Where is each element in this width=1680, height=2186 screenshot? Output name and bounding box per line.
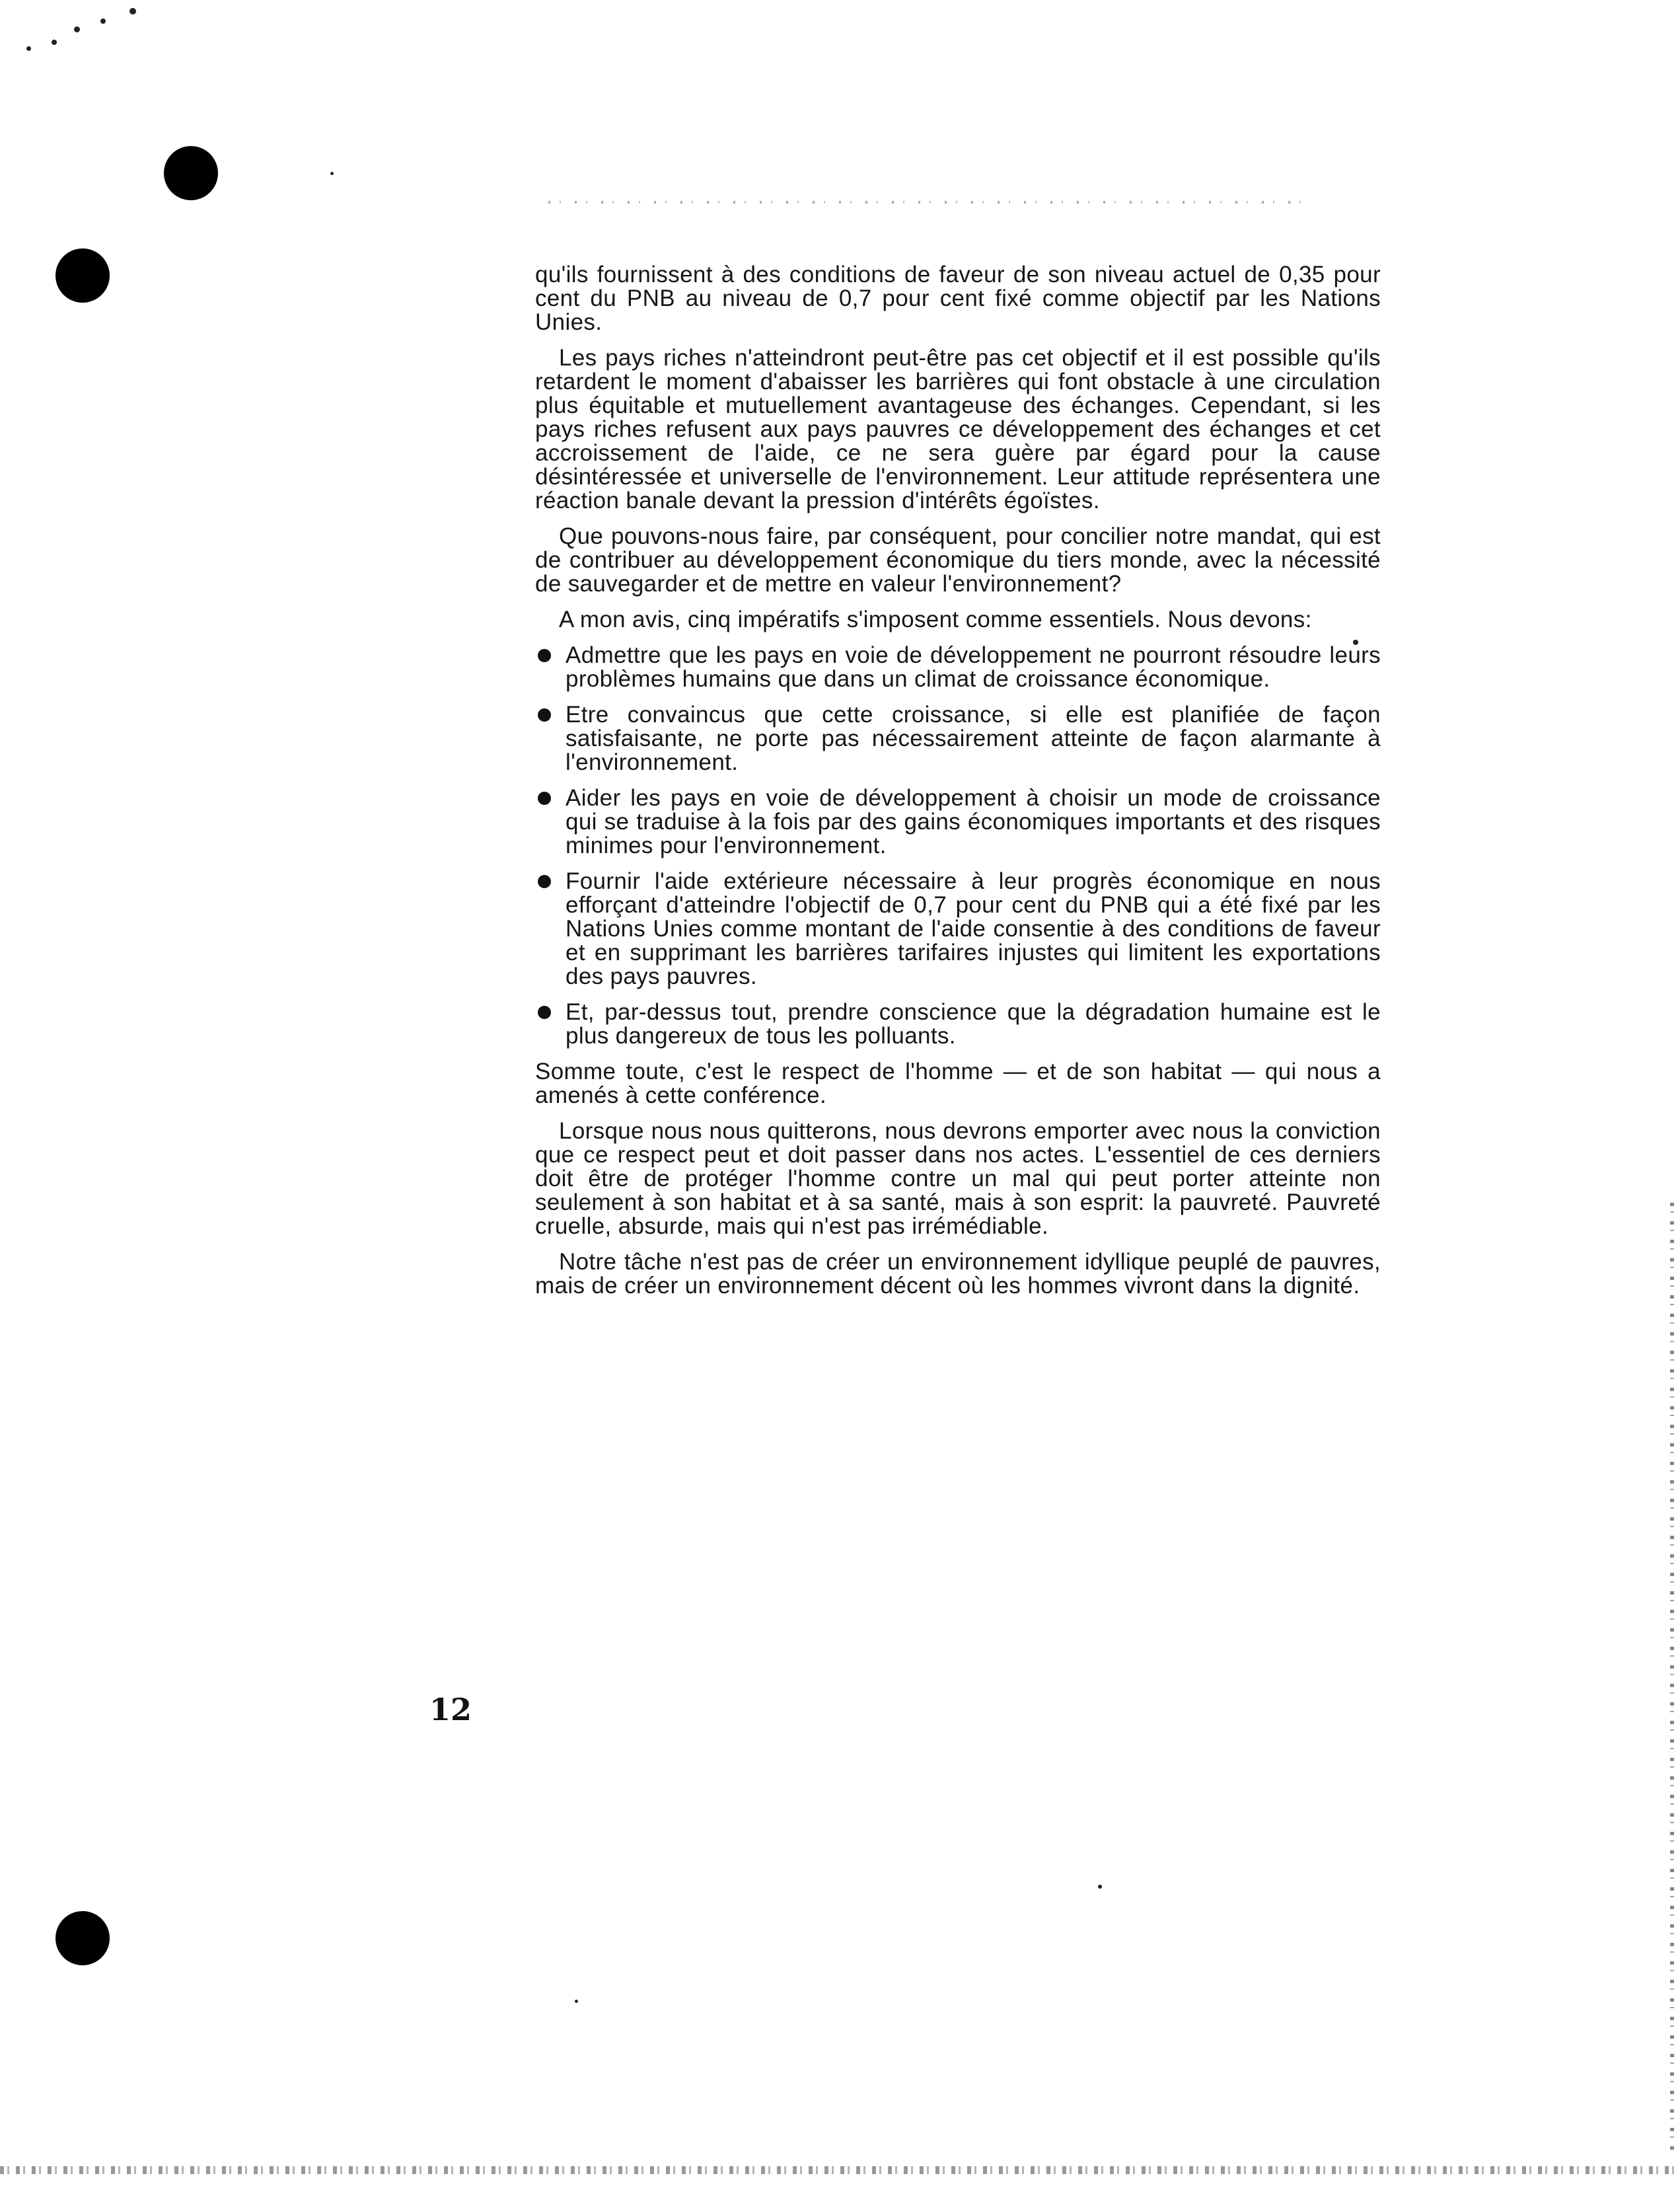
paragraph: Somme toute, c'est le respect de l'homme — et de son habitat — qui nous a amenés à cette conférence. [535,1059,1381,1108]
scan-speck [100,19,106,24]
paragraph: Que pouvons-nous faire, par conséquent, pour concilier notre mandat, qui est de contribuer au développement économique du tiers monde, avec la nécessité de sauvegarder et de mettre en valeur l'environnement? [535,523,1381,597]
scan-speck [1098,1885,1102,1889]
punch-hole-bottom [55,1911,110,1965]
list-item [535,1000,1381,1048]
paragraph: qu'ils fournissent à des conditions de faveur de son niveau actuel de 0,35 pour cent du PNB au niveau de 0,7 pour cent fixé comme objectif par les Nations Unies. [535,262,1381,335]
scan-edge-right [1670,1203,1674,2154]
paragraph: Les pays riches n'atteindront peut-être pas cet objectif et il est possible qu'ils retardent le moment d'abaisser les barrières qui font obstacle à une circulation plus équitable et mutuellement avantageuse des échanges. Cependant, si les pays riches refusent aux pays pauvres ce développement des échanges et cet accroissement de l'aide, ce ne sera guère par égard pour la cause désintéressée et universelle de l'environnement. Leur attitude représentera une réaction banale devant la pression d'intérêts égoïstes. [535,345,1381,513]
scan-speck [26,46,31,51]
bullet-icon [538,1006,551,1019]
scan-speck [575,2000,578,2003]
list-item-text: Et, par-dessus tout, prendre conscience que la dégradation humaine est le plus dangereux de tous les polluants. [566,999,1381,1049]
scan-dash-line [548,201,1315,204]
list-item [535,703,1381,774]
list-item-text: Aider les pays en voie de développement à choisir un mode de croissance qui se traduise à la fois par des gains économiques importants et des risques minimes pour l'environnement. [566,785,1381,858]
scan-edge-bottom [0,2166,1680,2174]
punch-hole-upper [55,248,110,303]
scan-speck [330,172,334,175]
imperatives-list [535,644,1381,1048]
list-item-text: Admettre que les pays en voie de développement ne pourront résoudre leurs problèmes humains que dans un climat de croissance économique. [566,642,1381,692]
bullet-icon [538,708,551,722]
list-item [535,786,1381,858]
paragraph: Lorsque nous nous quitterons, nous devrons emporter avec nous la conviction que ce respect peut et doit passer dans nos actes. L'essentiel de ces derniers doit être de protéger l'homme contre un mal qui peut porter atteinte non seulement à son habitat et à sa santé, mais à son esprit: la pauvreté. Pauvreté cruelle, absurde, mais qui n'est pas irrémédiable. [535,1118,1381,1239]
bullet-icon [538,792,551,805]
scan-speck [52,40,57,45]
list-item [535,644,1381,691]
list-item-text: Etre convaincus que cette croissance, si elle est planifiée de façon satisfaisante, ne porte pas nécessairement atteinte de façon alarmante à l'environnement. [566,702,1381,775]
page-number: 12 [429,1692,472,1727]
bullet-icon [538,875,551,888]
scan-speck [74,26,80,32]
bullet-icon [538,649,551,662]
text-column [535,263,1381,1310]
list-item [535,870,1381,989]
scan-speck [129,8,136,15]
list-item-text: Fournir l'aide extérieure nécessaire à leur progrès économique en nous efforçant d'atteindre l'objectif de 0,7 pour cent du PNB qui a été fixé par les Nations Unies comme montant de l'aide consentie à des conditions de faveur et en supprimant les barrières tarifaires injustes qui limitent les exportations des pays pauvres. [566,868,1381,989]
paragraph: A mon avis, cinq impératifs s'imposent comme essentiels. Nous devons: [559,607,1312,632]
punch-hole-top [164,146,218,200]
paragraph: Notre tâche n'est pas de créer un environnement idyllique peuplé de pauvres, mais de créer un environnement décent où les hommes vivront dans la dignité. [535,1249,1381,1299]
